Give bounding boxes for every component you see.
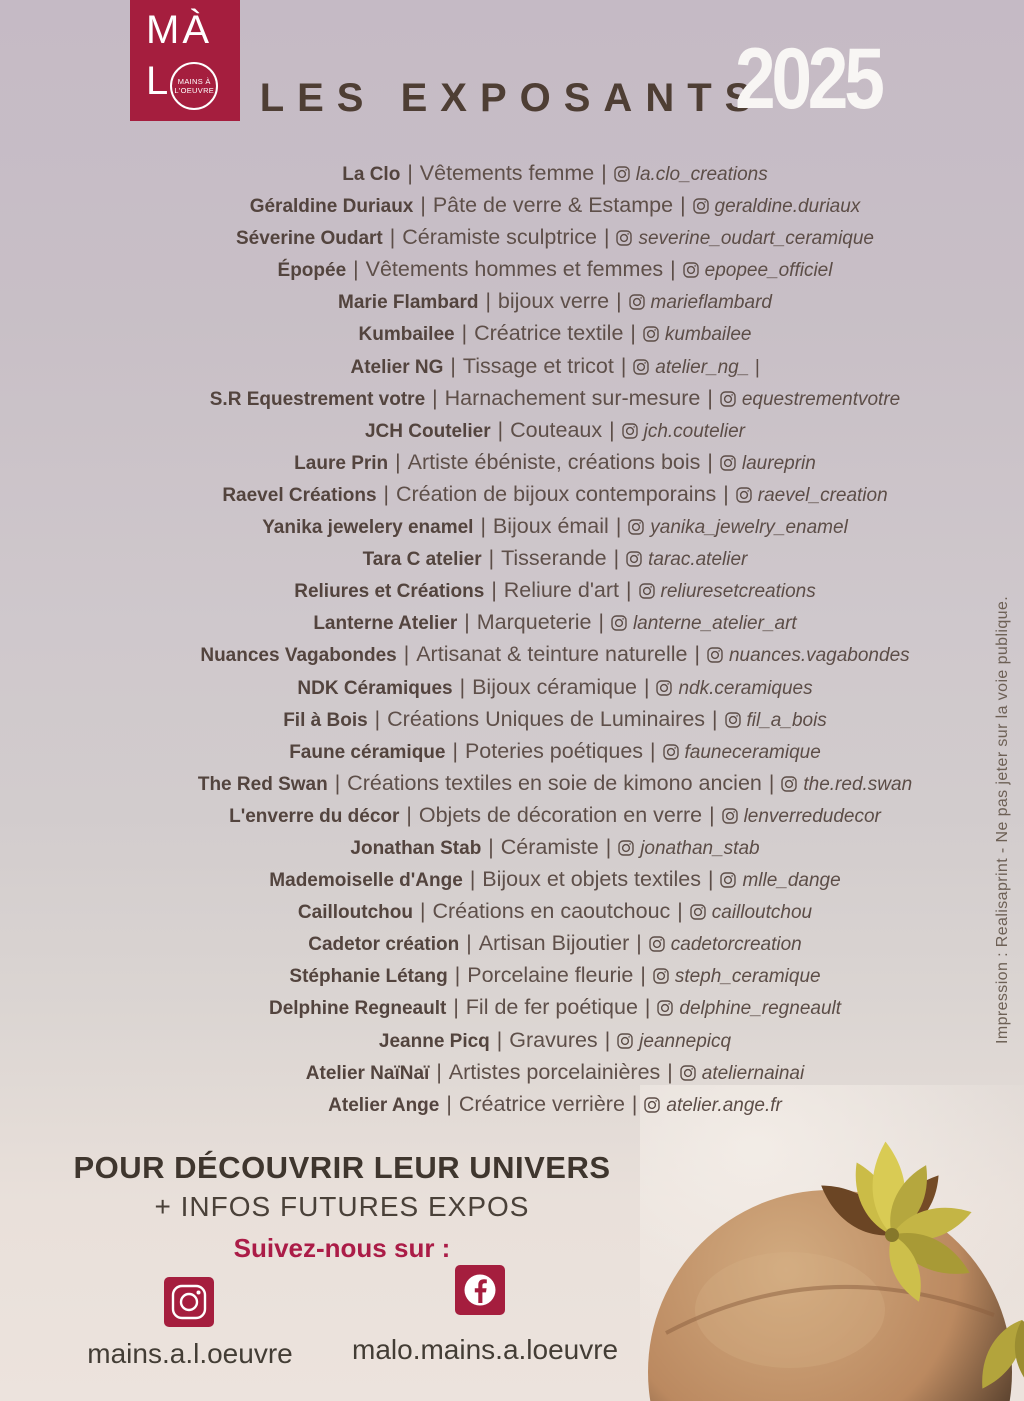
exhibitor-instagram-handle[interactable]: yanika_jewelry_enamel bbox=[650, 517, 848, 539]
separator: | bbox=[432, 386, 438, 410]
exhibitor-instagram-handle[interactable]: nuances.vagabondes bbox=[728, 645, 910, 667]
exhibitor-name: Séverine Oudart bbox=[235, 228, 383, 250]
exhibitor-instagram-handle[interactable]: jeannepicq bbox=[639, 1030, 732, 1052]
exhibitor-row bbox=[55, 735, 1024, 767]
exhibitor-name: Reliures et Créations bbox=[294, 581, 485, 603]
exhibitor-instagram-handle[interactable]: laureprin bbox=[741, 452, 816, 474]
exhibitor-name: Atelier Ange bbox=[328, 1094, 440, 1116]
separator: | bbox=[709, 803, 715, 827]
exhibitor-name: Lanterne Atelier bbox=[313, 613, 458, 635]
separator: | bbox=[707, 868, 714, 892]
exhibitor-name: Jonathan Stab bbox=[350, 837, 482, 859]
exhibitor-description: Marqueterie bbox=[476, 610, 592, 635]
separator: | bbox=[459, 675, 466, 699]
exhibitor-description: Porcelaine fleurie bbox=[467, 963, 634, 988]
separator: | bbox=[403, 643, 410, 667]
exhibitor-description: Céramiste bbox=[500, 834, 599, 859]
exhibitor-description: Vêtements femme bbox=[419, 161, 595, 185]
separator: | bbox=[334, 771, 341, 795]
separator: | bbox=[667, 1060, 673, 1084]
separator: | bbox=[604, 1028, 611, 1052]
logo-circle-text-2: L'OEUVRE bbox=[174, 86, 215, 95]
exhibitor-name: Mademoiselle d'Ange bbox=[269, 870, 463, 892]
separator: | bbox=[420, 194, 426, 218]
separator: | bbox=[694, 643, 700, 667]
exhibitor-description: Tissage et tricot bbox=[462, 353, 614, 378]
exhibitor-name: Delphine Regneault bbox=[268, 998, 447, 1020]
separator: | bbox=[650, 739, 656, 763]
separator: | bbox=[374, 707, 381, 731]
exhibitor-row bbox=[55, 317, 1024, 349]
exhibitor-description: Reliure d'art bbox=[503, 578, 620, 603]
separator: | bbox=[383, 482, 389, 506]
exhibitor-description: Tisserande bbox=[501, 546, 607, 571]
separator: | bbox=[496, 1028, 503, 1052]
separator: | bbox=[450, 354, 456, 378]
separator: | bbox=[644, 996, 651, 1020]
follow-us-label: Suivez-nous sur : bbox=[233, 1233, 451, 1263]
exhibitor-row bbox=[55, 446, 1024, 478]
exhibitor-instagram-handle[interactable]: kumbailee bbox=[664, 324, 752, 346]
exhibitor-row bbox=[55, 285, 1024, 317]
exhibitor-instagram-handle[interactable]: the.red.swan bbox=[803, 773, 913, 795]
exhibitor-row bbox=[55, 1056, 1024, 1088]
separator: | bbox=[613, 547, 620, 571]
wooden-bowl-flower-photo bbox=[640, 1085, 1024, 1401]
exhibitor-row bbox=[55, 414, 1024, 446]
exhibitor-description: Artisan Bijoutier bbox=[478, 931, 630, 956]
exhibitor-instagram-handle[interactable]: la.clo_creations bbox=[635, 164, 768, 185]
exhibitor-instagram-handle[interactable]: cadetorcreation bbox=[670, 934, 802, 956]
exhibitor-description: Créations Uniques de Luminaires bbox=[387, 706, 706, 731]
separator: | bbox=[464, 611, 470, 635]
separator: | bbox=[469, 868, 476, 892]
separator: | bbox=[603, 226, 610, 250]
exhibitor-instagram-handle[interactable]: tarac.atelier bbox=[648, 549, 748, 571]
separator: | bbox=[615, 515, 622, 539]
exhibitor-name: Stéphanie Létang bbox=[289, 966, 448, 988]
exhibitor-description: Créatrice textile bbox=[474, 321, 624, 346]
exhibitor-row bbox=[55, 189, 1024, 221]
separator: | bbox=[446, 1092, 452, 1116]
separator: | bbox=[436, 1060, 442, 1084]
separator: | bbox=[406, 803, 412, 827]
exhibitor-name: Marie Flambard bbox=[338, 292, 479, 314]
bowl-flower-illustration bbox=[640, 1085, 1024, 1401]
exhibitor-row bbox=[55, 574, 1024, 606]
exhibitor-row bbox=[55, 253, 1024, 285]
separator: | bbox=[491, 579, 497, 603]
exhibitor-description: Bijoux et objets textiles bbox=[482, 867, 701, 892]
exhibitor-row bbox=[55, 927, 1024, 959]
exhibitor-name: JCH Coutelier bbox=[364, 420, 491, 442]
separator: | bbox=[707, 450, 713, 474]
exhibitor-name: Kumbailee bbox=[358, 324, 455, 346]
exhibitor-name: NDK Céramiques bbox=[297, 677, 453, 699]
separator: | bbox=[723, 482, 729, 506]
exhibitor-row bbox=[55, 1088, 1024, 1120]
print-credit-note: Impression : Realisaprint - Ne pas jeter sur la voie publique. bbox=[994, 595, 1011, 1044]
exhibitor-instagram-handle[interactable]: mlle_dange bbox=[742, 870, 841, 892]
separator: | bbox=[497, 418, 504, 442]
exhibitor-name: Yanika jewelery enamel bbox=[262, 517, 474, 539]
exhibitor-row bbox=[55, 895, 1024, 927]
exhibitor-row bbox=[55, 959, 1024, 991]
exhibitor-name: Tara C atelier bbox=[362, 549, 482, 571]
exhibitor-row bbox=[55, 831, 1024, 863]
exhibitor-instagram-handle[interactable]: cailloutchou bbox=[711, 902, 813, 924]
exhibitor-instagram-handle[interactable]: marieflambard bbox=[650, 292, 772, 314]
separator: | bbox=[485, 290, 491, 314]
separator: | bbox=[488, 835, 494, 859]
separator: | bbox=[626, 579, 632, 603]
exhibitor-name: Laure Prin bbox=[294, 452, 389, 474]
exhibitor-description: Couteaux bbox=[510, 417, 603, 442]
exhibitor-row bbox=[55, 799, 1024, 831]
exhibitor-instagram-handle[interactable]: lanterne_atelier_art bbox=[632, 613, 797, 635]
exhibitor-name: Fil à Bois bbox=[283, 709, 368, 731]
exhibitor-row bbox=[55, 767, 1024, 799]
separator: | bbox=[636, 932, 642, 956]
exhibitor-instagram-handle[interactable]: raevel_creation bbox=[757, 484, 888, 506]
exhibitor-description: Harnachement sur-mesure bbox=[444, 385, 701, 410]
exhibitor-instagram-handle[interactable]: geraldine.duriaux bbox=[714, 196, 861, 218]
exhibitor-description: Artiste ébéniste, créations bois bbox=[407, 449, 701, 474]
separator: | bbox=[631, 1092, 638, 1116]
instagram-handle[interactable]: mains.a.l.oeuvre bbox=[87, 1338, 293, 1369]
exhibitor-row bbox=[55, 382, 1024, 414]
exhibitor-row bbox=[55, 863, 1024, 895]
separator: | bbox=[488, 547, 495, 571]
exhibitor-name: The Red Swan bbox=[197, 773, 328, 795]
exhibitor-row bbox=[55, 606, 1024, 638]
exhibitor-row bbox=[55, 478, 1024, 510]
exhibitor-row bbox=[55, 991, 1024, 1023]
exhibitor-description: Artisanat & teinture naturelle bbox=[416, 642, 688, 667]
instagram-logo[interactable] bbox=[164, 1277, 214, 1327]
separator: | bbox=[353, 258, 359, 282]
exhibitor-instagram-handle[interactable]: jch.coutelier bbox=[643, 420, 745, 442]
exhibitor-name: L'enverre du décor bbox=[229, 805, 400, 827]
separator: | bbox=[640, 964, 646, 988]
future-expos-line: + INFOS FUTURES EXPOS bbox=[154, 1191, 530, 1222]
exhibitor-instagram-handle[interactable]: atelier_ng_ | bbox=[655, 356, 760, 378]
separator: | bbox=[389, 226, 396, 250]
exhibitor-description: bijoux verre bbox=[497, 289, 610, 314]
exhibitor-instagram-handle[interactable]: lenverredudecor bbox=[743, 805, 881, 827]
exhibitor-description: Bijoux céramique bbox=[472, 674, 637, 699]
separator: | bbox=[598, 611, 604, 635]
exhibitor-instagram-handle[interactable]: fauneceramique bbox=[684, 741, 821, 763]
exhibitor-name: Atelier NG bbox=[350, 356, 444, 378]
exhibitor-description: Création de bijoux contemporains bbox=[395, 481, 717, 506]
exhibitor-instagram-handle[interactable]: atelier.ange.fr bbox=[666, 1094, 782, 1116]
facebook-logo-glyph bbox=[460, 1270, 500, 1310]
exhibitor-name: Nuances Vagabondes bbox=[200, 645, 397, 667]
exhibitor-instagram-handle[interactable]: severine_oudart_ceramique bbox=[638, 228, 874, 250]
exhibitor-row bbox=[55, 157, 1024, 189]
exhibitor-row bbox=[55, 1024, 1024, 1056]
exhibitor-instagram-handle[interactable]: reliuresetcreations bbox=[660, 581, 816, 603]
exhibitor-name: Épopée bbox=[277, 260, 347, 282]
page-title: LES EXPOSANTS bbox=[259, 76, 765, 120]
separator: | bbox=[480, 515, 486, 539]
separator: | bbox=[407, 162, 413, 185]
separator: | bbox=[395, 450, 401, 474]
separator: | bbox=[461, 322, 468, 346]
exhibitor-name: Cailloutchou bbox=[297, 902, 413, 924]
exhibitor-instagram-handle[interactable]: ateliernainai bbox=[701, 1062, 805, 1084]
exhibitor-instagram-handle[interactable]: jonathan_stab bbox=[640, 837, 760, 859]
separator: | bbox=[454, 964, 461, 988]
exhibitor-row bbox=[55, 350, 1024, 382]
exhibitor-description: Vêtements hommes et femmes bbox=[365, 257, 664, 282]
separator: | bbox=[768, 771, 775, 795]
exhibitor-name: La Clo bbox=[342, 164, 401, 185]
logo-text-ma: MÀ bbox=[146, 8, 212, 52]
exhibitor-row bbox=[55, 638, 1024, 670]
separator: | bbox=[466, 932, 472, 956]
separator: | bbox=[644, 675, 650, 699]
logo-circle-text-1: MAINS À bbox=[177, 76, 211, 86]
separator: | bbox=[452, 739, 458, 763]
instagram-logo-glyph bbox=[171, 1284, 207, 1320]
exhibitor-description: Pâte de verre & Estampe bbox=[432, 193, 674, 218]
separator: | bbox=[620, 354, 627, 378]
exhibitor-instagram-handle[interactable]: ndk.ceramiques bbox=[678, 677, 813, 699]
exhibitor-name: Géraldine Duriaux bbox=[249, 196, 414, 218]
separator: | bbox=[707, 386, 713, 410]
exhibitor-name: S.R Equestrement votre bbox=[209, 388, 426, 410]
exhibitor-description: Créations textiles en soie de kimono ancien bbox=[347, 770, 762, 795]
logo-letter-l: L bbox=[146, 58, 169, 103]
exhibitor-row bbox=[55, 671, 1024, 703]
separator: | bbox=[670, 258, 676, 282]
exhibitor-name: Jeanne Picq bbox=[378, 1030, 490, 1052]
separator: | bbox=[453, 996, 459, 1020]
exhibitor-name: Faune céramique bbox=[289, 741, 446, 763]
exhibitor-row bbox=[55, 703, 1024, 735]
exhibitor-description: Bijoux émail bbox=[492, 514, 609, 539]
separator: | bbox=[601, 162, 607, 185]
facebook-handle[interactable]: malo.mains.a.loeuvre bbox=[352, 1334, 619, 1365]
exhibitor-description: Artistes porcelainières bbox=[448, 1059, 661, 1084]
exhibitor-instagram-handle[interactable]: delphine_regneault bbox=[679, 998, 842, 1020]
separator: | bbox=[677, 900, 683, 924]
exhibitor-instagram-handle[interactable]: epopee_officiel bbox=[704, 260, 833, 282]
year-label: 2025 bbox=[735, 31, 881, 127]
exhibitor-description: Céramiste sculptrice bbox=[402, 225, 597, 250]
exhibitor-name: Raevel Créations bbox=[222, 484, 377, 506]
exhibitor-name: Atelier NaïNaï bbox=[305, 1062, 430, 1084]
exhibitor-description: Créatrice verrière bbox=[458, 1091, 625, 1116]
separator: | bbox=[419, 900, 426, 924]
separator: | bbox=[630, 322, 636, 346]
separator: | bbox=[616, 290, 622, 314]
exhibitor-instagram-handle[interactable]: fil_a_bois bbox=[746, 709, 827, 731]
exhibitor-description: Fil de fer poétique bbox=[465, 995, 638, 1020]
separator: | bbox=[609, 418, 615, 442]
exhibitor-list bbox=[55, 157, 1024, 1120]
exhibitor-description: Objets de décoration en verre bbox=[418, 802, 703, 827]
exhibitor-row bbox=[55, 510, 1024, 542]
exhibitor-name: Cadetor création bbox=[308, 934, 460, 956]
instagram-icon bbox=[644, 1093, 660, 1125]
separator: | bbox=[712, 707, 718, 731]
separator: | bbox=[680, 194, 686, 218]
exhibitor-row bbox=[55, 221, 1024, 253]
separator: | bbox=[605, 835, 612, 859]
exhibitor-description: Créations en caoutchouc bbox=[432, 899, 671, 924]
exhibitor-row bbox=[55, 542, 1024, 574]
exhibitor-description: Poteries poétiques bbox=[464, 738, 644, 763]
facebook-logo[interactable] bbox=[455, 1265, 505, 1315]
exhibitor-description: Gravures bbox=[509, 1027, 598, 1052]
exhibitor-instagram-handle[interactable]: steph_ceramique bbox=[674, 966, 821, 988]
discover-heading: POUR DÉCOUVRIR LEUR UNIVERS bbox=[73, 1150, 611, 1185]
exhibitor-instagram-handle[interactable]: equestrementvotre bbox=[741, 388, 901, 410]
